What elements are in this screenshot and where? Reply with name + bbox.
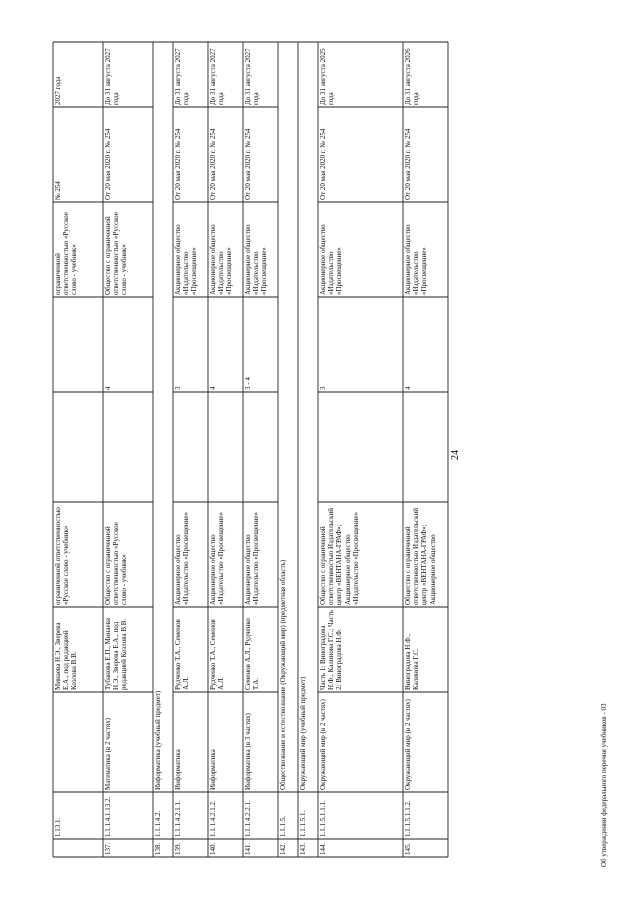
table-cell: 4 xyxy=(209,386,217,390)
table-cell: 1.1.1.5.1. xyxy=(299,810,307,837)
table-cell: Акционерное общество «Издательство «Просвещение» xyxy=(244,511,261,605)
table-cell: Рудченко Т.А., Семенов А.Л. xyxy=(174,619,191,690)
table-cell: 3 - 4 xyxy=(244,377,252,390)
table-cell: 1.1.1.5. xyxy=(279,816,287,837)
table-cell: Окружающий мир (учебный предмет) xyxy=(299,676,307,790)
table-cell: Акционерное общество «Издательство «Просвещение» xyxy=(404,224,429,295)
table-cell: От 20 мая 2020 г. № 254 xyxy=(209,128,217,200)
table-cell: Акционерное общество «Издательство «Просвещение» xyxy=(244,224,269,295)
table-cell: Информатика xyxy=(209,749,217,790)
table-cell: Окружающий мир (в 2 частях) xyxy=(404,699,412,790)
table-cell: Информатика (в 3 частях) xyxy=(244,713,252,790)
table-cell: Общество с ограниченной ответственностью «Русское слово - учебник» xyxy=(104,212,129,295)
table-cell: Общество с ограниченной ответственностью Издательский центр «ВЕНТАНА-ГРАФ»; Акционерное общество «Издательство «Просвещение» xyxy=(319,507,360,605)
table-cell: От 20 мая 2020 г. № 254 xyxy=(104,128,112,200)
table-cell: 142. xyxy=(279,842,287,855)
table-cell: 4 xyxy=(104,386,112,390)
table-cell: Окружающий мир (в 2 частях) xyxy=(319,699,327,790)
table-cell: Акционерное общество «Издательство «Просвещение» xyxy=(209,511,226,605)
table-cell: Минаева Н.Э., Зверева Е.А., под редакцией Козлова В.В. xyxy=(54,622,79,690)
table-cell: 1.1.1.4.2. xyxy=(154,810,162,837)
table-cell: Тубанова Е.П., Минаева Н.Э., Зверева Е.А., под редакцией Козлова В.В. xyxy=(104,618,129,690)
table-cell: Акционерное общество «Издательство «Просвещение» xyxy=(174,224,199,295)
table-cell: 143. xyxy=(299,842,307,855)
table-cell: Общество с ограниченной ответственностью «Русское слово - учебник» xyxy=(104,522,129,605)
table-cell: До 31 августа 2026 года xyxy=(404,48,421,105)
table-cell: 137. xyxy=(104,842,112,855)
footer-text: Об утверждении федерального перечня учебников - 03 xyxy=(600,703,608,867)
table-cell: 1.1.1.4.2.1.1. xyxy=(174,800,182,837)
table-cell: 144. xyxy=(319,842,327,855)
table-cell: Информатика (учебный предмет) xyxy=(154,690,162,790)
table-cell: 1.1.1.5.1.1.1. xyxy=(319,800,327,837)
table-cell: 2027 года xyxy=(54,76,62,105)
table-cell: Математика (в 2 частях) xyxy=(104,718,112,790)
table-cell: 3 xyxy=(319,386,327,390)
table-cell: От 20 мая 2020 г. № 254 xyxy=(244,128,252,200)
table-cell: До 31 августа 2027 года xyxy=(174,48,191,105)
table-cell: 138. xyxy=(154,842,162,855)
table-cell: 1.13.1. xyxy=(54,817,62,837)
table-cell: 145. xyxy=(404,842,412,855)
table-cell: От 20 мая 2020 г. № 254 xyxy=(174,128,182,200)
table-cell: ограниченной ответственностью «Русское слово - учебник» xyxy=(54,212,79,295)
table-cell: Информатика xyxy=(174,749,182,790)
table-cell: Общество с ограниченной ответственностью Издательский центр «ВЕНТАНА-ГРАФ»; Акционерное общество xyxy=(404,507,437,605)
table-cell: 1.1.1.4.2.2.1. xyxy=(244,800,252,837)
table-cell: До 31 августа 2027 года xyxy=(104,48,121,105)
table-cell: 3 xyxy=(174,386,182,390)
table-cell: До 31 августа 2025 года xyxy=(319,48,336,105)
table-cell: Часть 1: Виноградова Н.Ф., Калинова Г.С.; Часть 2: Виноградова Н.Ф. xyxy=(319,609,344,690)
table-cell: 4 xyxy=(404,386,412,390)
table-cell: Виноградова Н.Ф., Калинова Г.С. xyxy=(404,633,421,690)
table-cell: 1.1.1.4.2.1.2. xyxy=(209,800,217,837)
table-cell: От 20 мая 2020 г. № 254 xyxy=(404,128,412,200)
table-cell: 139. xyxy=(174,842,182,855)
table-cell: № 254 xyxy=(54,181,62,200)
page-number: 24 xyxy=(450,450,461,460)
table-cell: От 20 мая 2020 г. № 254 xyxy=(319,128,327,200)
table-cell: Семенов А.Л., Рудченко Т.А. xyxy=(244,618,261,690)
table-cell: До 31 августа 2027 года xyxy=(244,48,261,105)
table-cell: ограниченной ответственностью «Русское слово - учебник» xyxy=(54,507,71,605)
table-cell: 140. xyxy=(209,842,217,855)
table-cell: Обществознание и естествознание (Окружающий мир) (предметная область) xyxy=(279,559,287,790)
table-cell: 141. xyxy=(244,842,252,855)
table-cell: Акционерное общество «Издательство «Просвещение» xyxy=(174,511,191,605)
table-cell: Акционерное общество «Издательство «Просвещение» xyxy=(209,224,234,295)
table-cell: До 31 августа 2027 года xyxy=(209,48,226,105)
table-cell: Рудченко Т.А., Семенов А.Л. xyxy=(209,619,226,690)
table-cell: Акционерное общество «Издательство «Просвещение» xyxy=(319,224,344,295)
table-cell: 1.1.1.5.1.1.2. xyxy=(404,800,412,837)
table-cell: 1.1.1.4.1.13.2. xyxy=(104,796,112,837)
